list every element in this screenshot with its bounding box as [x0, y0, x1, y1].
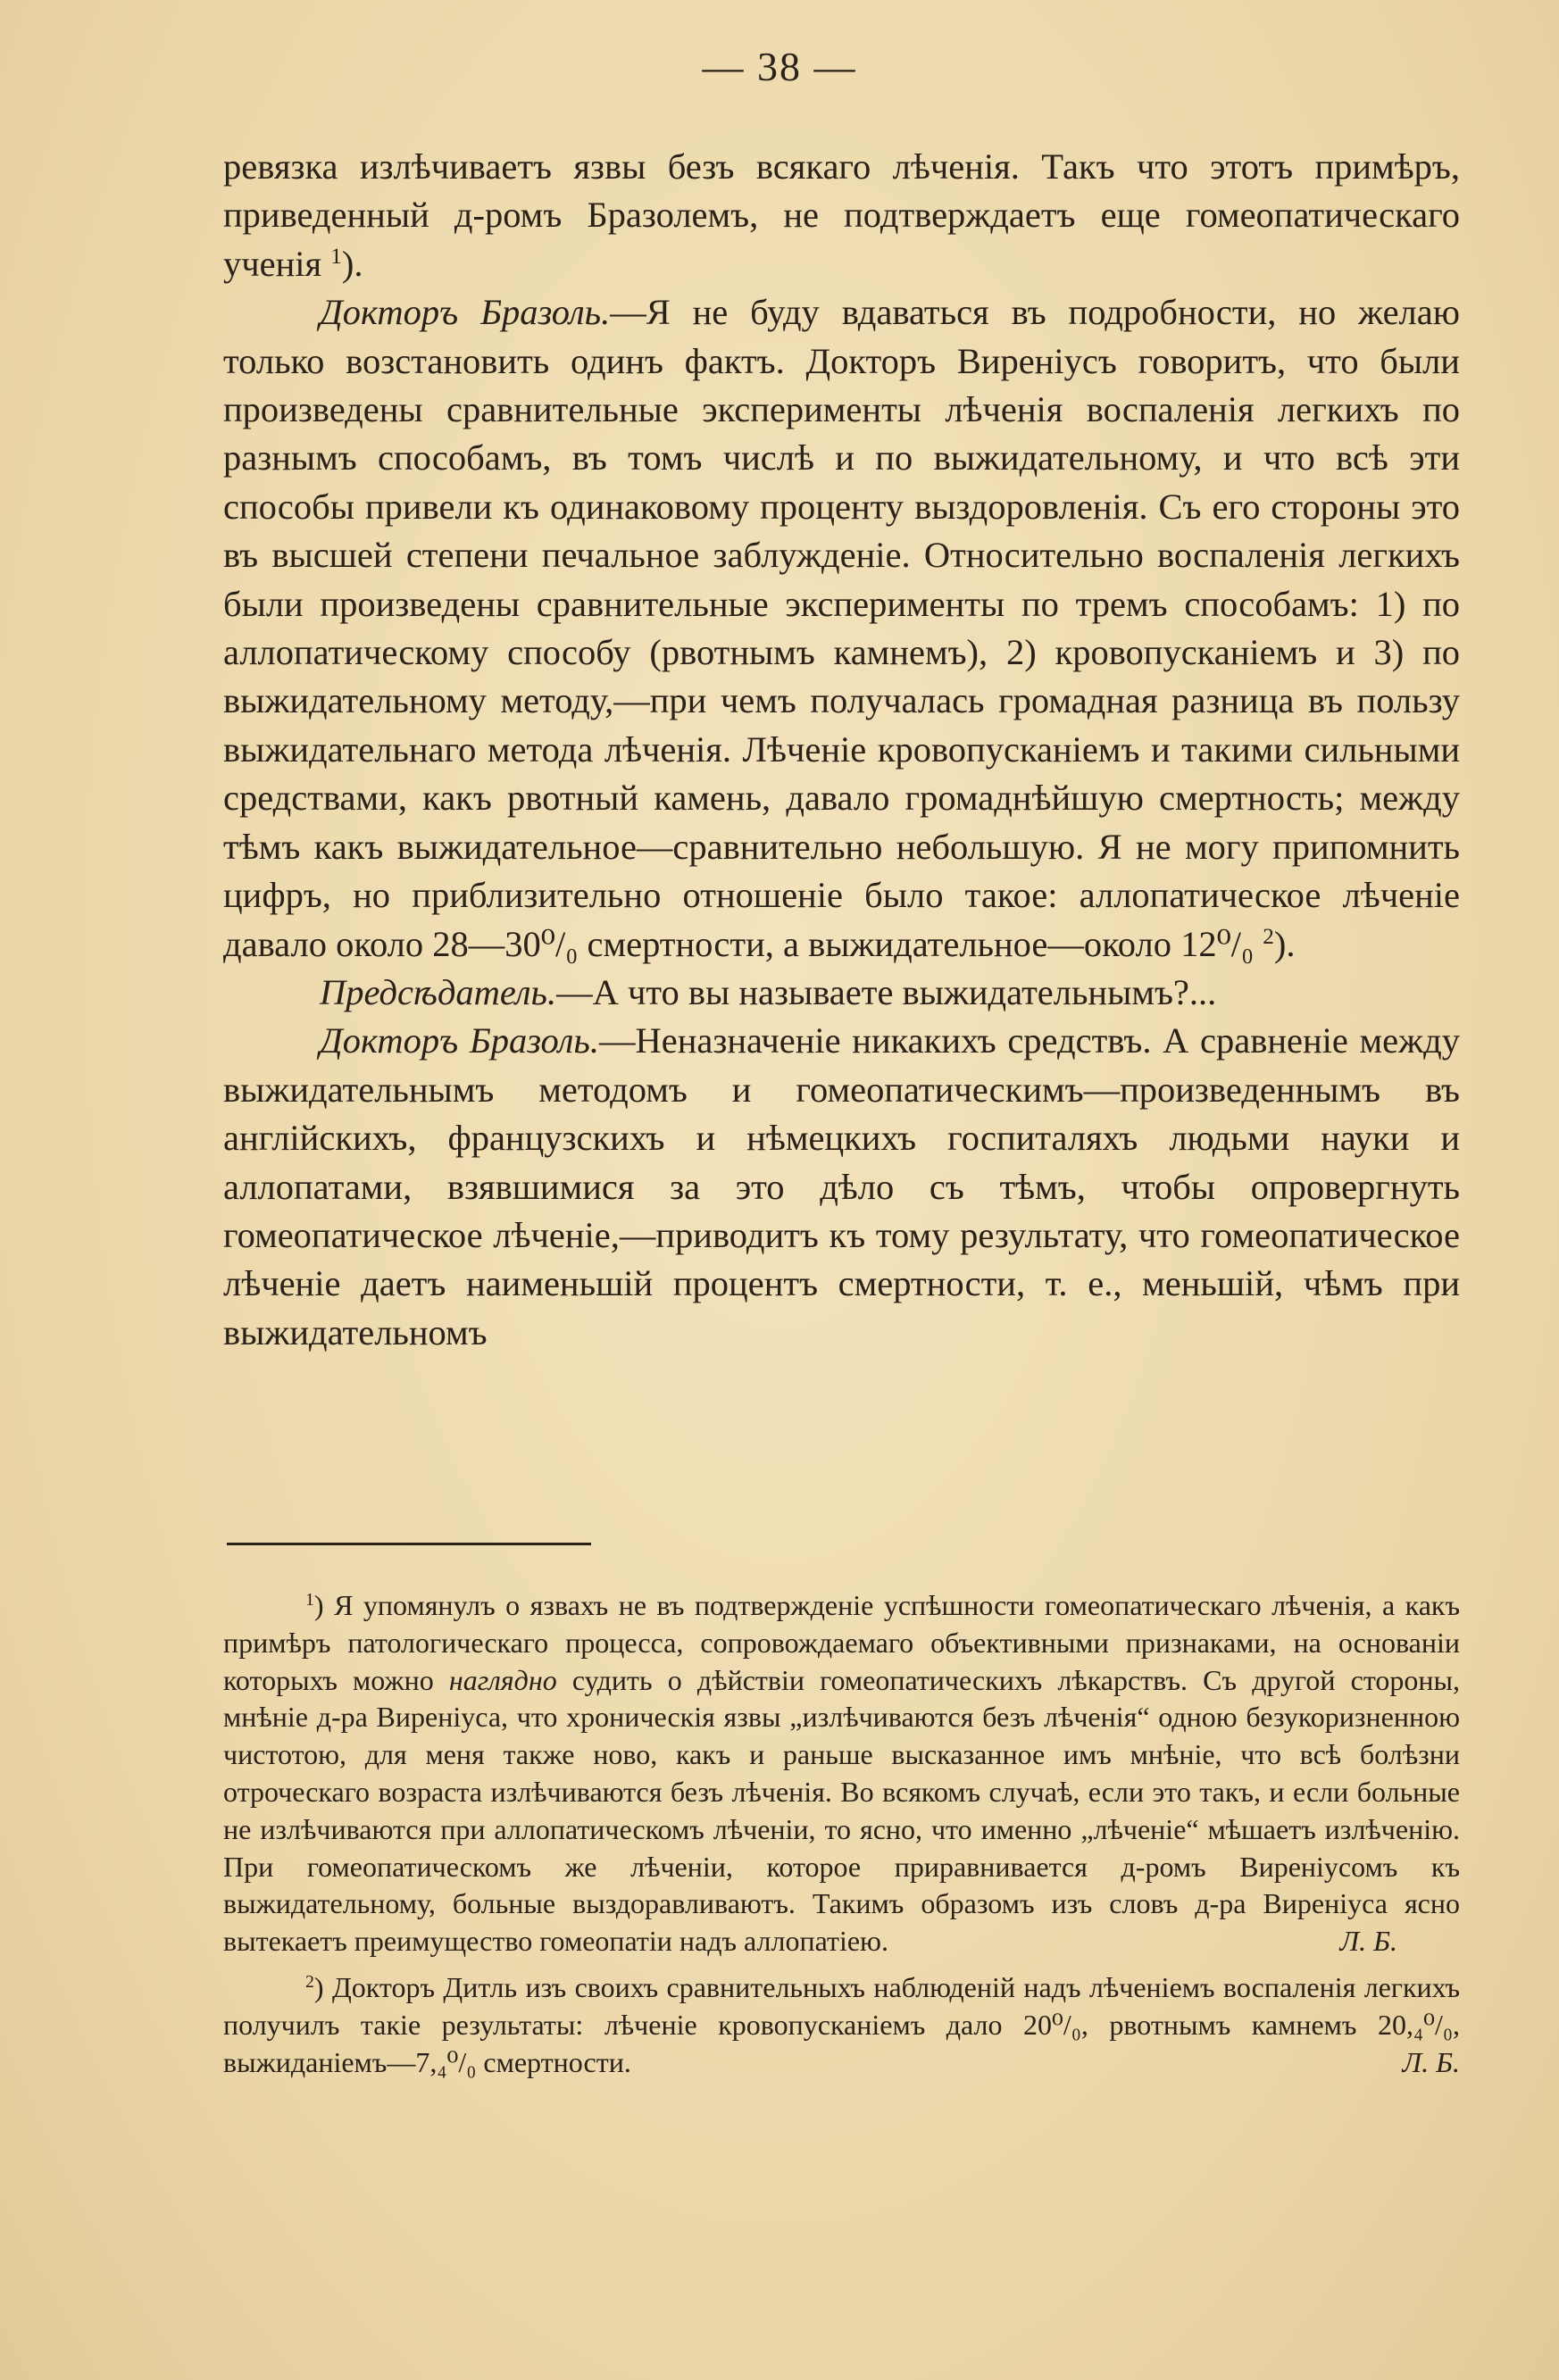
paragraph-text: —А что вы называете выжидательнымъ?...	[556, 971, 1217, 1012]
paragraph-text: ревязка излѣчиваетъ язвы безъ всякаго лѣченія. Такъ что этотъ примѣръ, приведенный д-ромъ Бразолемъ, не подтверждаетъ еще гомеопатическаго ученія	[223, 146, 1460, 284]
paragraph	[223, 143, 1460, 288]
speaker-name: Предсѣдатель.	[320, 971, 557, 1012]
footnote-text: ) Я упомянулъ о язвахъ не въ подтвержденіе успѣшности гомеопатическаго лѣченія, а какъ примѣръ патологическаго процесса, сопровождаемаго объективными признаками, на основаніи которыхъ можно	[223, 1589, 1460, 1696]
speaker-name: Докторъ Бразоль.	[320, 1020, 599, 1061]
footnote-text: судить о дѣйствіи гомеопатическихъ лѣкарствъ. Съ другой стороны, мнѣніе д-ра Виреніуса, что хроническія язвы „излѣчиваются безъ лѣченія“ одною безукоризненною чистотою, для меня также ново, какъ и раньше высказанное имъ мнѣніе, что всѣ болѣзни отроческаго возраста излѣчиваются безъ лѣченія. Во всякомъ случаѣ, если это такъ, и если больные не излѣчиваются при аллопатическомъ лѣченіи, то ясно, что именно „лѣченіе“ мѣшаетъ излѣченію. При гомеопатическомъ же лѣченіи, которое приравнивается д-ромъ Виреніусомъ къ выжидательному, больные выздоравливаютъ. Такимъ образомъ изъ словъ д-ра Виреніуса ясно вытекаетъ преимущество гомеопатіи надъ аллопатіею.	[223, 1663, 1461, 1958]
paragraph-text: —Я не буду вдаваться въ подробности, но желаю только возстановить одинъ фактъ. Докторъ Виреніусъ говоритъ, что были произведены сравнительные эксперименты лѣченія воспаленія легкихъ по разнымъ способамъ, въ томъ числѣ и по выжидательному, и что всѣ эти способы привели къ одинаковому проценту выздоровленія. Съ его стороны это въ высшей степени печальное заблужденіе. Относительно воспаленія легкихъ были произведены сравнительные эксперименты по тремъ способамъ: 1) по аллопатическому способу (рвотнымъ камнемъ), 2) кровопусканіемъ и 3) по выжидательному методу,—при чемъ получалась громадная разница въ пользу выжидательнаго метода лѣченія. Лѣченіе кровопусканіемъ и такими сильными средствами, какъ рвотный камень, давало громаднѣйшую смертность; между тѣмъ какъ выжидательное—сравнительно небольшую. Я не могу припомнить цифръ, но приблизительно отношеніе было такое: аллопатическое лѣченіе давало около 28—30⁰/₀ смертности, а выжидательное—около 12⁰/₀	[223, 292, 1460, 964]
footnote-divider	[227, 1543, 591, 1545]
paragraph	[223, 288, 1460, 969]
footnote-emphasis: наглядно	[448, 1663, 557, 1696]
paragraph-tail: ).	[341, 243, 363, 284]
paragraph-tail: ).	[1273, 923, 1296, 964]
footnote-signature: Л. Б.	[1339, 1925, 1397, 1958]
footnote-marker: 1	[305, 1590, 314, 1610]
footnote-ref: 2	[1263, 924, 1274, 949]
footnote	[223, 1587, 1460, 1960]
speaker-name: Докторъ Бразоль.	[320, 292, 611, 333]
paragraph-text: —Неназначеніе никакихъ средствъ. А сравненіе между выжидательнымъ методомъ и гомеопатическимъ—произведеннымъ въ англійскихъ, французскихъ и нѣмецкихъ госпиталяхъ людьми науки и аллопатами, взявшимися за это дѣло съ тѣмъ, чтобы опровергнуть гомеопатическое лѣченіе,—приводитъ къ тому результату, что гомеопатическое лѣченіе даетъ наименьшій процентъ смертности, т. е., меньшій, чѣмъ при выжидательномъ	[223, 1020, 1460, 1352]
footnote-text: ) Докторъ Дитль изъ своихъ сравнительныхъ наблюденій надъ лѣченіемъ воспаленія легкихъ получилъ такіе результаты: лѣченіе кровопусканіемъ дало 20⁰/₀, рвотнымъ камнемъ 20,₄⁰/₀, выжиданіемъ—7,₄⁰/₀ смертности.	[223, 1970, 1460, 2078]
footnotes	[223, 1587, 1460, 2081]
footnote-marker: 2	[305, 1972, 314, 1993]
paragraph	[223, 1017, 1460, 1357]
page-number: — 38 —	[702, 44, 857, 89]
footnote	[223, 1969, 1460, 2081]
footnote-ref: 1	[330, 245, 342, 270]
paragraph	[223, 969, 1460, 1017]
body-text	[223, 143, 1460, 1357]
footnote-signature: Л. Б.	[1402, 2045, 1460, 2078]
